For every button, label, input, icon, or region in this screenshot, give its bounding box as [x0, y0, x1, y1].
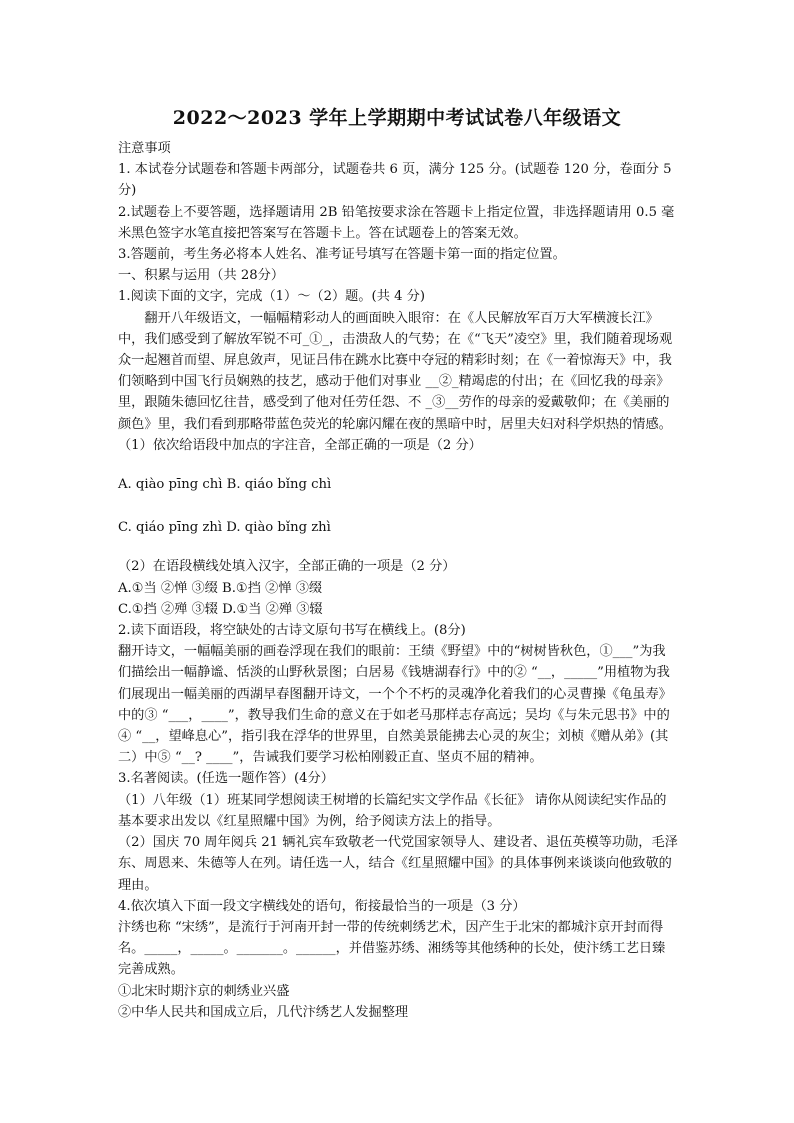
q4-text [118, 917, 678, 981]
notice-item-1: 1. 本试卷分试题卷和答题卡两部分，试题卷共 6 页，满分 125 分。(试题卷 120 分，卷面分 5 分) [118, 162, 672, 199]
notice-item-3: 3.答题前，考生务必将本人姓名、准考证号填写在答题卡第一面的指定位置。 [118, 247, 566, 263]
q2-text: 翻开诗文，一幅幅美丽的画卷浮现在我们的眼前：王绩《野望》中的“树树皆秋色，①___”为我们描绘出一幅静谧、恬淡的山野秋景图；白居易《钱塘湖春行》中的② “__，_____”用植物为我们展现出一幅美丽的西湖早春图翻开诗文，一个个不朽的灵魂净化着我们的心灵曹操《龟虽寿》中的③ “___，____”，教导我们生命的意义在于如老马那样志存高远；吴均《与朱元思书》中的④ “__，望峰息心”，指引我在浮华的世界里，自然美景能拂去心灵的灰尘；刘桢《赠从弟》(其二）中⑤ “__? ____”，告诫我们要学习松柏刚毅正直、坚贞不屈的精神。 [118, 644, 672, 766]
q1-stem: 1.阅读下面的文字，完成（1）～（2）题。(共 4 分) [118, 289, 425, 305]
q4-stem: 4.依次填入下面一段文字横线处的语句，衔接最恰当的一项是（3 分） [118, 898, 526, 914]
q3-stem: 3.名著阅读。(任选一题作答）(4分） [118, 771, 334, 787]
q4-blanks: _____，_____。_______。______ [144, 941, 336, 957]
q4-text-after: ，并借鉴苏绣、湘绣等其他绣种的长处，使汴绣工艺日臻完善成熟。 [118, 941, 666, 978]
q4-option-1: ①北宋时期汴京的刺绣业兴盛 [118, 983, 290, 999]
notice-item-2: 2.试题卷上不要答题，选择题请用 2B 铅笔按要求涂在答题卡上指定位置，非选择题请用 0.5 毫米黑色签字水笔直接把答案写在答题卡上。答在试题卷上的答案无效。 [118, 204, 675, 241]
q1-sub1: （1）依次给语段中加点的字注音，全部正确的一项是（2 分） [118, 437, 482, 453]
q1-sub1-options-ab: A. qiào pīng chì B. qiáo bǐng chì [118, 477, 332, 493]
q1-sub2-options-ab: A.①当 ②惮 ③缀 B.①挡 ②惮 ③缀 [118, 580, 323, 596]
q4-text-before: 汴绣也称 “宋绣”，是流行于河南开封一带的传统刺绣艺术，因产生于北宋的都城汴京开封而得名。 [118, 919, 664, 957]
q4-option-2: ②中华人民共和国成立后，几代汴绣艺人发掘整理 [118, 1004, 409, 1020]
q1-passage: 翻开八年级语文，一幅幅精彩动人的画面映入眼帘：在《人民解放军百万大军横渡长江》中，我们感受到了解放军锐不可_①_，击溃敌人的气势；在《“飞天”凌空》里，我们随着现场观众一起翘首而望、屏息敛声，见证吕伟在跳水比赛中夺冠的精彩时刻；在《一着惊海天》中，我们领略到中国飞行员娴熟的技艺，感动于他们对事业 __②_精竭虑的付出；在《回忆我的母亲》里，跟随朱德回忆往昔，感受到了他对任劳任怨、不 _③__劳作的母亲的爱戴敬仰；在《美丽的颜色》里，我们看到那略带蓝色荧光的轮廓闪耀在夜的黑暗中时，居里夫妇对科学炽热的情感。 [118, 310, 673, 432]
page-title: 2022～2023 学年上学期期中考试试卷八年级语文 [172, 107, 622, 129]
q3-sub2: （2）国庆 70 周年阅兵 21 辆礼宾车致敬老一代党国家领导人、建设者、退伍英模等功勋，毛泽东、周恩来、朱德等人在列。请任选一人，结合《红星照耀中国》的具体事例来谈谈向他致敬的理由。 [118, 835, 678, 893]
q2-stem: 2.读下面语段，将空缺处的古诗文原句书写在横线上。(8分) [118, 623, 466, 639]
exam-content [118, 138, 678, 1023]
section-heading: 一、积累与运用（共 28分） [118, 268, 285, 284]
q3-sub1: （1）八年级（1）班某同学想阅读王树增的长篇纪实文学作品《长征》 请你从阅读纪实作品的基本要求出发以《红星照耀中国》为例，给予阅读方法上的指导。 [118, 792, 667, 829]
q1-sub2: （2）在语段横线处填入汉字，全部正确的一项是（2 分） [118, 559, 456, 575]
q1-sub1-options-cd: C. qiáo pīng zhì D. qiào bǐng zhì [118, 520, 331, 536]
q1-sub2-options-cd: C.①挡 ②殚 ③辍 D.①当 ②殚 ③辍 [118, 601, 323, 617]
notice-heading: 注意事项 [118, 141, 171, 156]
